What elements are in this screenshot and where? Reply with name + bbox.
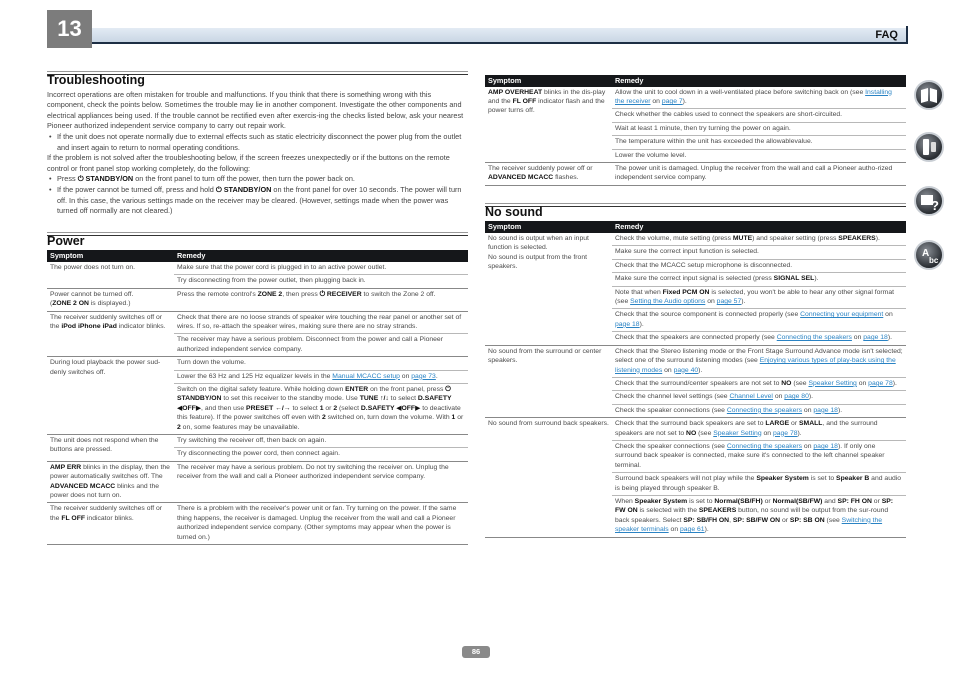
text: Normal(SB/FW) [772,497,823,505]
symptom-cell [485,163,612,186]
remedy-cell: The temperature within the unit has exceeded the allowablevalue. [612,136,906,149]
troubleshooting-steps [47,174,468,216]
remedy-cell: Try disconnecting the power cord, then connect again. [174,448,468,461]
text: Allow the unit to cool down in a well-ventilated place before switching back on (see [615,88,866,96]
text: is selected, you won't be able to hear any other signal format (see [615,288,894,306]
text: Check the speaker connections (see [615,406,727,414]
text: blinks in the dis-play and the [488,88,606,105]
remedy-cell [612,309,906,332]
text: ). [875,235,880,243]
text: on, some features may be unavailable. [180,423,300,431]
text: is set to [687,497,715,505]
text: Check the volume, mute setting (press [615,235,733,243]
remedy-cell: Check that there are no loose strands of speaker wire touching the rear panel or another set of wires. If so, re-attach the speaker wires, making sure there are no stray strands. [174,311,468,334]
remote-control-icon[interactable] [914,132,944,162]
remedy-cell: Wait at least 1 minute, then try turning the power on again. [612,122,906,135]
text: , then press [282,290,320,298]
power-heading: Power [47,235,468,247]
text: ⏻ STANDBY/ON [177,385,451,403]
text: ). [639,320,644,328]
text: ). [808,393,814,401]
chapter-number: 13 [47,10,92,48]
speaker-setting-link[interactable]: Speaker Setting [713,429,762,437]
text: Speaker System [634,497,688,505]
page-link[interactable]: page 57 [716,298,742,306]
text: to deactivate this feature). If the power switches off even with [177,404,461,422]
page-link[interactable]: page 73 [411,372,436,380]
table-row [485,418,906,441]
section-title: FAQ [875,29,898,41]
text: iPod iPhone iPad [61,322,117,330]
text: or [789,420,799,428]
remedy-header: Remedy [612,75,906,87]
text: SMALL [799,420,823,428]
page-number: 86 [462,646,490,658]
text: Press [57,174,78,184]
listening-modes-link[interactable]: Enjoying various types of play-back using the listening modes [615,357,896,374]
text: on [662,366,674,374]
text: on [650,98,662,105]
text: on [856,379,869,387]
text: or [780,516,790,524]
text: Make sure the correct input signal is selected (press [615,275,774,283]
table-row [47,288,468,311]
text: ) and speaker setting (press [752,235,839,243]
text: ZONE 2 ON [52,300,89,308]
text: ). [704,526,709,534]
text: NO [781,379,792,387]
text: Check that the speakers are connected properly (see [615,334,777,342]
text: NO [686,429,697,437]
remedy-cell [612,495,906,537]
text: or [871,497,882,505]
text: . [435,372,438,380]
table-row [47,435,468,448]
remedy-cell: Make sure the correct input function is selected. [612,246,906,259]
text: ADVANCED MCACC [488,174,554,182]
text: on the front panel to turn off the power, then turn the power back on. [133,174,355,184]
text: ). [837,406,843,414]
power-table [47,250,468,545]
text: ). [814,275,819,283]
symptom-cell: The power does not turn on. [47,262,174,288]
troubleshooting-para: If the problem is not solved after the troubleshooting below, if the screen freezes unexpectedly or if the buttons on the remote control or front panel stop working completely, do the following: [47,153,450,173]
text: is selected with the [637,507,699,515]
text: ADVANCED MCACC [50,482,116,490]
symptom-header: Symptom [485,75,612,87]
table-row [485,163,906,186]
text: to select [290,404,320,412]
table-row [47,357,468,370]
text: SIGNAL SEL [773,275,815,283]
text: is set to [808,475,837,483]
text: and audio is being played through speaker B. [615,475,902,492]
remedy-cell: Try switching the receiver off, then back on again. [174,435,468,448]
text: on [802,406,814,414]
troubleshooting-heading: Troubleshooting [47,74,468,86]
text: on [668,526,680,534]
text: SPEAKERS [698,507,737,515]
text: MUTE [732,235,753,243]
power-table-continued [485,75,906,186]
text: Check that the surround back speakers are set to [615,420,766,428]
page-link[interactable]: page 40 [673,366,699,374]
remedy-cell [612,345,906,377]
table-row [47,503,468,545]
text: The receiver suddenly power off or [488,165,593,173]
text: TUNE ↑/↓ [359,395,389,403]
remedy-cell: Check whether the cables used to connect the speakers are short-circuited. [612,109,906,122]
text: FL OFF [512,98,537,105]
remedy-cell [612,404,906,417]
text: on [705,298,717,306]
symptom-cell [47,311,174,357]
page-link[interactable]: page 18 [813,406,838,414]
text: , and the surround speakers are not set to [615,420,878,437]
text: Speaker B [836,475,870,483]
text: Note that when [615,288,663,296]
text: on [772,393,785,401]
troubleshooting-bullets [47,132,468,153]
table-row [47,461,468,503]
text: flashes. [553,174,579,182]
key-label: ⏻ STANDBY/ON [215,184,272,194]
text: on [399,372,412,380]
no-sound-table [485,221,906,537]
table-row [485,345,906,377]
text: If the power cannot be turned off, press and hold [57,184,216,194]
right-column [485,75,906,538]
key-label: ⏻ STANDBY/ON [77,174,134,184]
text: Check the channel level settings (see [615,393,730,401]
text: to select [388,395,418,403]
text: indicator blinks. [116,322,166,330]
text: When [615,497,635,505]
text: The receiver suddenly switches off or the [50,313,163,330]
remedy-cell [174,288,468,311]
table-row [47,311,468,334]
remedy-cell: The receiver may have a serious problem. Disconnect from the power and call a Pioneer authorized independent service company. [174,334,468,357]
text: ). If only one surround back speaker is connected, make sure it's connected to the left channel speaker terminal. [615,442,885,469]
text: Normal(SB/FH) [714,497,763,505]
text: D.SAFETY ◀OFF▶ [360,404,421,412]
text: , and then use [201,404,247,412]
page-link[interactable]: page 18 [615,320,640,328]
troubleshooting-intro: Incorrect operations are often mistaken for trouble and malfunctions. If you think that there is something wrong with this component, check the points below. Sometimes the trouble may lie in another component. Investigate the other components and electrical appliances being used. If the trouble cannot be rectified even after exercis-ing the checks listed below, ask your nearest Pioneer authorized independent service company to carry out repair work. [47,89,464,131]
text: 2 [177,423,181,431]
table-row [485,87,906,109]
remedy-header: Remedy [174,250,468,262]
page-link[interactable]: page 18 [813,442,838,450]
connecting-speakers-link[interactable]: Connecting the speakers [776,334,852,342]
remedy-cell [612,286,906,309]
text: 2 [333,404,338,412]
text: on [761,429,773,437]
remedy-cell: There is a problem with the receiver's power unit or fan. Try turning on the power. If the same thing happens, the receiver is damaged. Unplug the receiver from the wall and call a Pioneer authorized independent service company. (Other symptoms may appear when the power is turned on.) [174,503,468,545]
remedy-cell: Turn down the volume. [174,357,468,370]
text: D.SAFETY ◀OFF▶ [177,395,452,412]
page-link[interactable]: page 7 [661,98,683,105]
text: Fixed PCM ON [662,288,710,296]
text: 1 [319,404,324,412]
list-item [47,174,468,185]
text: SP: FH ON [837,497,872,505]
text: 2 [321,414,326,422]
text: AMP OVERHEAT [488,88,543,96]
remedy-cell [612,273,906,286]
remedy-cell [612,87,906,109]
text: SP: SB/FW ON [732,516,781,524]
page-link[interactable]: page 78 [772,429,798,437]
switching-terminals-link[interactable]: Switching the speaker terminals [615,516,883,534]
help-receiver-icon[interactable] [914,186,944,216]
remedy-cell [612,233,906,246]
symptom-cell [485,233,612,345]
text: SPEAKERS [838,235,876,243]
symptom-cell: No sound from surround back speakers. [485,418,612,537]
remedy-cell [612,440,906,472]
remedy-cell [612,473,906,496]
remedy-cell: The receiver may have a serious problem. Do not try switching the receiver on. Unplug the receiver from the wall and call a Pioneer authorized independent service company. [174,461,468,503]
text: indicator blinks. [85,514,134,522]
speaker-setting-link[interactable]: Speaker Setting [808,379,857,387]
text: LARGE [765,420,790,428]
text: indicator flash and the power turns off. [488,98,605,115]
text: , [729,516,733,524]
remedy-cell [612,332,906,345]
left-column [47,74,468,545]
list-item: • If the unit does not operate normally due to external effects such as static electricity disconnect the power plug from the outlet and insert again to return to normal operating conditions. [47,132,468,153]
svg-text:bc: bc [929,256,939,265]
text: ). [741,298,746,306]
text: on the front panel for over 10 seconds. The power will turn off. In this case, the various settings made on the receiver may be cleared. (However, settings made when the power was turned off normally are not cleared.) [57,184,462,216]
svg-text:A: A [922,248,930,259]
text: is displayed.) [88,300,131,308]
text: (see [824,516,842,524]
text: No sound is output when an input function is selected. [488,235,589,252]
text: Power cannot be turned off. [50,290,134,298]
audio-options-link[interactable]: Setting the Audio options [630,298,706,306]
page-link[interactable]: page 78 [868,379,893,387]
text: The receiver suddenly switches off or the [50,505,163,522]
text: SP: SB/FH ON [683,516,730,524]
remedy-cell [174,370,468,383]
symptom-cell [485,87,612,163]
text: SP: FW ON [615,497,894,515]
symptom-cell [47,461,174,503]
text: on the front panel, press [368,385,446,393]
remedy-cell [612,377,906,390]
text: and [822,497,838,505]
text: SP: SB ON [789,516,825,524]
symptom-cell [47,503,174,545]
remedy-cell: The power unit is damaged. Unplug the receiver from the wall and call a Pioneer autho-rized independent service company. [612,163,906,186]
text: AMP ERR [50,463,82,471]
symptom-header: Symptom [485,221,612,233]
text: blinks and the power does not turn on. [50,482,160,500]
symptom-header: Symptom [47,250,174,262]
no-sound-heading: No sound [485,206,906,218]
text: blinks in the display, then the power automatically switches off. The [50,463,170,481]
remedy-cell [612,391,906,404]
text: ( [50,300,53,308]
text: PRESET ←/→ [246,404,291,412]
text: (see [696,429,714,437]
svg-text:?: ? [931,198,939,213]
text: Press the remote control's [177,290,258,298]
connecting-speakers-link[interactable]: Connecting the speakers [726,406,803,414]
text: FL OFF [61,514,86,522]
text: switched on, turn down the volume. With [325,414,452,422]
text: (see [791,379,809,387]
text: Check that the surround/center speakers are not set to [615,379,782,387]
text: 1 [451,414,456,422]
remedy-header: Remedy [612,221,906,233]
manual-mcacc-link[interactable]: Manual MCACC setup [332,372,400,380]
section-header-bar [92,28,908,44]
remedy-cell: Check that the MCACC setup microphone is disconnected. [612,259,906,272]
text: ). [892,379,897,387]
text: Surround back speakers will not play while the [615,475,757,483]
text: ). [682,98,687,105]
text: ENTER [345,385,369,393]
list-item [47,185,468,217]
text: to switch the Zone 2 off. [361,290,436,298]
symptom-cell: During loud playback the power sud-denly switches off. [47,357,174,435]
text: or [762,497,773,505]
text: No sound is output from the front speakers. [488,253,587,271]
text: on [851,334,864,342]
text: Check that the source component is connected properly (see [615,311,801,319]
installing-link[interactable]: Installing the receiver [615,88,892,105]
text: or [323,404,334,412]
connecting-equipment-link[interactable]: Connecting your equipment [800,311,884,319]
text: ). [698,366,703,374]
text: Switch on the digital safety feature. While holding down [177,385,346,393]
page-link[interactable]: page 80 [784,393,809,401]
text: ZONE 2 [257,290,283,298]
text: ). [797,429,802,437]
text: Check that the Stereo listening mode or the Front Stage Surround Advance mode isn't selected; select one of the surround listening modes (see [615,347,903,365]
text: ). [887,334,892,342]
text: on [802,442,814,450]
page-link[interactable]: page 61 [680,526,705,534]
remedy-cell [174,383,468,434]
page-link[interactable]: page 18 [863,334,888,342]
text: button, no sound will be output from the sur-round back speakers. Select [615,507,889,524]
text: Lower the 63 Hz and 125 Hz equalizer levels in the [177,372,333,380]
remedy-cell: Lower the volume level. [612,149,906,162]
remedy-cell [612,418,906,441]
text: to set this receiver to the standby mode. Use [221,395,360,403]
table-row [47,262,468,275]
text: ⏻ RECEIVER [319,290,362,298]
text: (select [337,404,361,412]
book-icon[interactable] [914,80,944,110]
text: on [883,311,893,319]
symptom-cell [47,288,174,311]
text: Speaker System [756,475,809,483]
remedy-cell: Make sure that the power cord is plugged in to an active power outlet. [174,262,468,275]
abc-index-icon[interactable] [914,240,944,270]
text: Check the speaker connections (see [615,442,727,450]
remedy-cell: Try disconnecting from the power outlet, then plugging back in. [174,275,468,288]
connecting-speakers-link[interactable]: Connecting the speakers [726,442,803,450]
channel-level-link[interactable]: Channel Level [729,393,773,401]
table-row [485,233,906,246]
symptom-cell: No sound from the surround or center speakers. [485,345,612,417]
symptom-cell: The unit does not respond when the buttons are pressed. [47,435,174,462]
text: or [455,414,464,422]
